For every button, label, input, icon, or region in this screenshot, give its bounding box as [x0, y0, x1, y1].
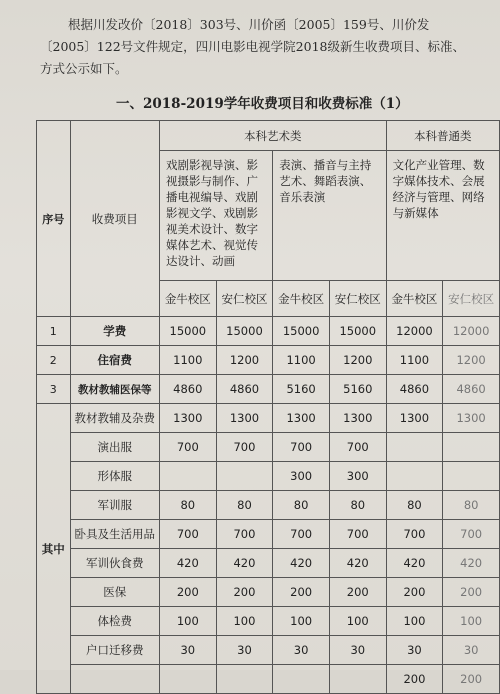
fee-cell: 420: [159, 549, 216, 578]
table-title: 一、2018-2019学年收费项目和收费标准（1）: [116, 96, 409, 112]
fee-cell: 80: [216, 491, 273, 520]
campus-header: 金牛校区: [273, 281, 330, 317]
general-category-header: 本科普通类: [386, 121, 499, 151]
fee-cell: 700: [273, 433, 330, 462]
fee-cell: 1200: [216, 346, 273, 375]
seq-header: 序号: [37, 121, 71, 317]
row-item: 军训伙食费: [70, 549, 159, 578]
fee-cell: 200: [386, 665, 443, 694]
fee-cell: 100: [443, 607, 500, 636]
fee-cell: 15000: [273, 317, 330, 346]
fee-cell: 420: [443, 549, 500, 578]
table-row: [37, 375, 500, 404]
fee-cell: 100: [329, 607, 386, 636]
fee-cell: 12000: [386, 317, 443, 346]
general-majors: 文化产业管理、数字媒体技术、会展经济与管理、网络与新媒体: [386, 151, 499, 281]
row-item: 教材教辅医保等: [70, 375, 159, 404]
fee-cell: 1100: [273, 346, 330, 375]
fee-cell: 200: [443, 665, 500, 694]
fee-cell: 700: [216, 433, 273, 462]
row-item: [70, 665, 159, 694]
fee-cell: 200: [329, 578, 386, 607]
row-item: 住宿费: [70, 346, 159, 375]
table-row: [37, 578, 500, 607]
fee-cell: 30: [159, 636, 216, 665]
fee-cell: 200: [216, 578, 273, 607]
fee-cell: 80: [273, 491, 330, 520]
fee-cell: 30: [273, 636, 330, 665]
row-item: 形体服: [70, 462, 159, 491]
fee-cell: 420: [216, 549, 273, 578]
fee-cell: 700: [159, 520, 216, 549]
table-row: [37, 404, 500, 433]
fee-cell: 200: [386, 578, 443, 607]
fee-cell: [386, 462, 443, 491]
fee-cell: 1300: [329, 404, 386, 433]
intro-paragraph: [40, 14, 495, 80]
fee-cell: [329, 665, 386, 694]
table-row: [37, 433, 500, 462]
fee-cell: [216, 462, 273, 491]
intro-line-2: 〔2005〕122号文件规定，四川电影电视学院2018级新生收费项目、标准、: [40, 39, 465, 54]
fee-cell: 15000: [159, 317, 216, 346]
fee-cell: 1100: [159, 346, 216, 375]
campus-header: 安仁校区: [443, 281, 500, 317]
row-item: 户口迁移费: [70, 636, 159, 665]
row-item: 体检费: [70, 607, 159, 636]
table-row: [37, 549, 500, 578]
fee-cell: 700: [443, 520, 500, 549]
table-row: [37, 346, 500, 375]
table-row: [37, 317, 500, 346]
fee-cell: [443, 462, 500, 491]
fee-cell: 5160: [329, 375, 386, 404]
row-seq: 1: [37, 317, 71, 346]
fee-cell: 80: [159, 491, 216, 520]
fee-cell: 1300: [273, 404, 330, 433]
row-item: 教材教辅及杂费: [70, 404, 159, 433]
fee-cell: 4860: [443, 375, 500, 404]
fee-cell: 80: [386, 491, 443, 520]
fee-cell: 30: [443, 636, 500, 665]
row-item: 医保: [70, 578, 159, 607]
fee-cell: 700: [273, 520, 330, 549]
fee-cell: 420: [386, 549, 443, 578]
row-item: 卧具及生活用品: [70, 520, 159, 549]
fee-cell: 300: [329, 462, 386, 491]
fee-table: [36, 120, 500, 694]
fee-cell: 80: [329, 491, 386, 520]
campus-header: 金牛校区: [159, 281, 216, 317]
fee-cell: 1300: [159, 404, 216, 433]
table-row: [37, 491, 500, 520]
campus-header: 安仁校区: [329, 281, 386, 317]
fee-cell: 420: [273, 549, 330, 578]
fee-cell: 1300: [443, 404, 500, 433]
fee-cell: 15000: [329, 317, 386, 346]
table-row: [37, 665, 500, 694]
fee-cell: [386, 433, 443, 462]
fee-cell: 200: [273, 578, 330, 607]
row-seq: 2: [37, 346, 71, 375]
item-header: 收费项目: [70, 121, 159, 317]
fee-cell: 100: [386, 607, 443, 636]
intro-line-3: 方式公示如下。: [40, 61, 128, 76]
fee-cell: 5160: [273, 375, 330, 404]
fee-cell: 100: [273, 607, 330, 636]
fee-cell: 4860: [159, 375, 216, 404]
intro-line-1: 根据川发改价〔2018〕303号、川价函〔2005〕159号、川价发: [68, 17, 430, 32]
fee-cell: [159, 462, 216, 491]
fee-cell: 1300: [386, 404, 443, 433]
fee-cell: [159, 665, 216, 694]
fee-cell: 1300: [216, 404, 273, 433]
art-category-header: 本科艺术类: [159, 121, 386, 151]
fee-cell: 30: [329, 636, 386, 665]
fee-cell: 100: [159, 607, 216, 636]
row-item: 军训服: [70, 491, 159, 520]
fee-cell: 200: [159, 578, 216, 607]
fee-cell: 1200: [443, 346, 500, 375]
fee-cell: 1200: [329, 346, 386, 375]
fee-cell: 4860: [386, 375, 443, 404]
table-row: [37, 636, 500, 665]
fee-cell: 1100: [386, 346, 443, 375]
fee-cell: 200: [443, 578, 500, 607]
fee-cell: 700: [329, 433, 386, 462]
fee-cell: 15000: [216, 317, 273, 346]
row-item: 演出服: [70, 433, 159, 462]
fee-cell: 30: [216, 636, 273, 665]
fee-cell: 80: [443, 491, 500, 520]
fee-cell: 12000: [443, 317, 500, 346]
fee-cell: 300: [273, 462, 330, 491]
fee-cell: 4860: [216, 375, 273, 404]
fee-cell: 420: [329, 549, 386, 578]
table-row: [37, 607, 500, 636]
row-item: 学费: [70, 317, 159, 346]
fee-cell: 700: [386, 520, 443, 549]
table-row: [37, 462, 500, 491]
fee-cell: 100: [216, 607, 273, 636]
row-seq: 3: [37, 375, 71, 404]
fee-cell: 700: [159, 433, 216, 462]
fee-cell: [216, 665, 273, 694]
fee-cell: 700: [216, 520, 273, 549]
table-row: [37, 520, 500, 549]
art-majors-group-2: 表演、播音与主持艺术、舞蹈表演、音乐表演: [273, 151, 386, 281]
campus-header: 安仁校区: [216, 281, 273, 317]
sub-items-label: 其中: [37, 404, 71, 694]
fee-cell: 700: [329, 520, 386, 549]
fee-cell: [443, 433, 500, 462]
campus-header: 金牛校区: [386, 281, 443, 317]
fee-cell: 30: [386, 636, 443, 665]
fee-cell: [273, 665, 330, 694]
art-majors-group-1: 戏剧影视导演、影视摄影与制作、广播电视编导、戏剧影视文学、戏剧影视美术设计、数字媒体艺术、视觉传达设计、动画: [159, 151, 272, 281]
